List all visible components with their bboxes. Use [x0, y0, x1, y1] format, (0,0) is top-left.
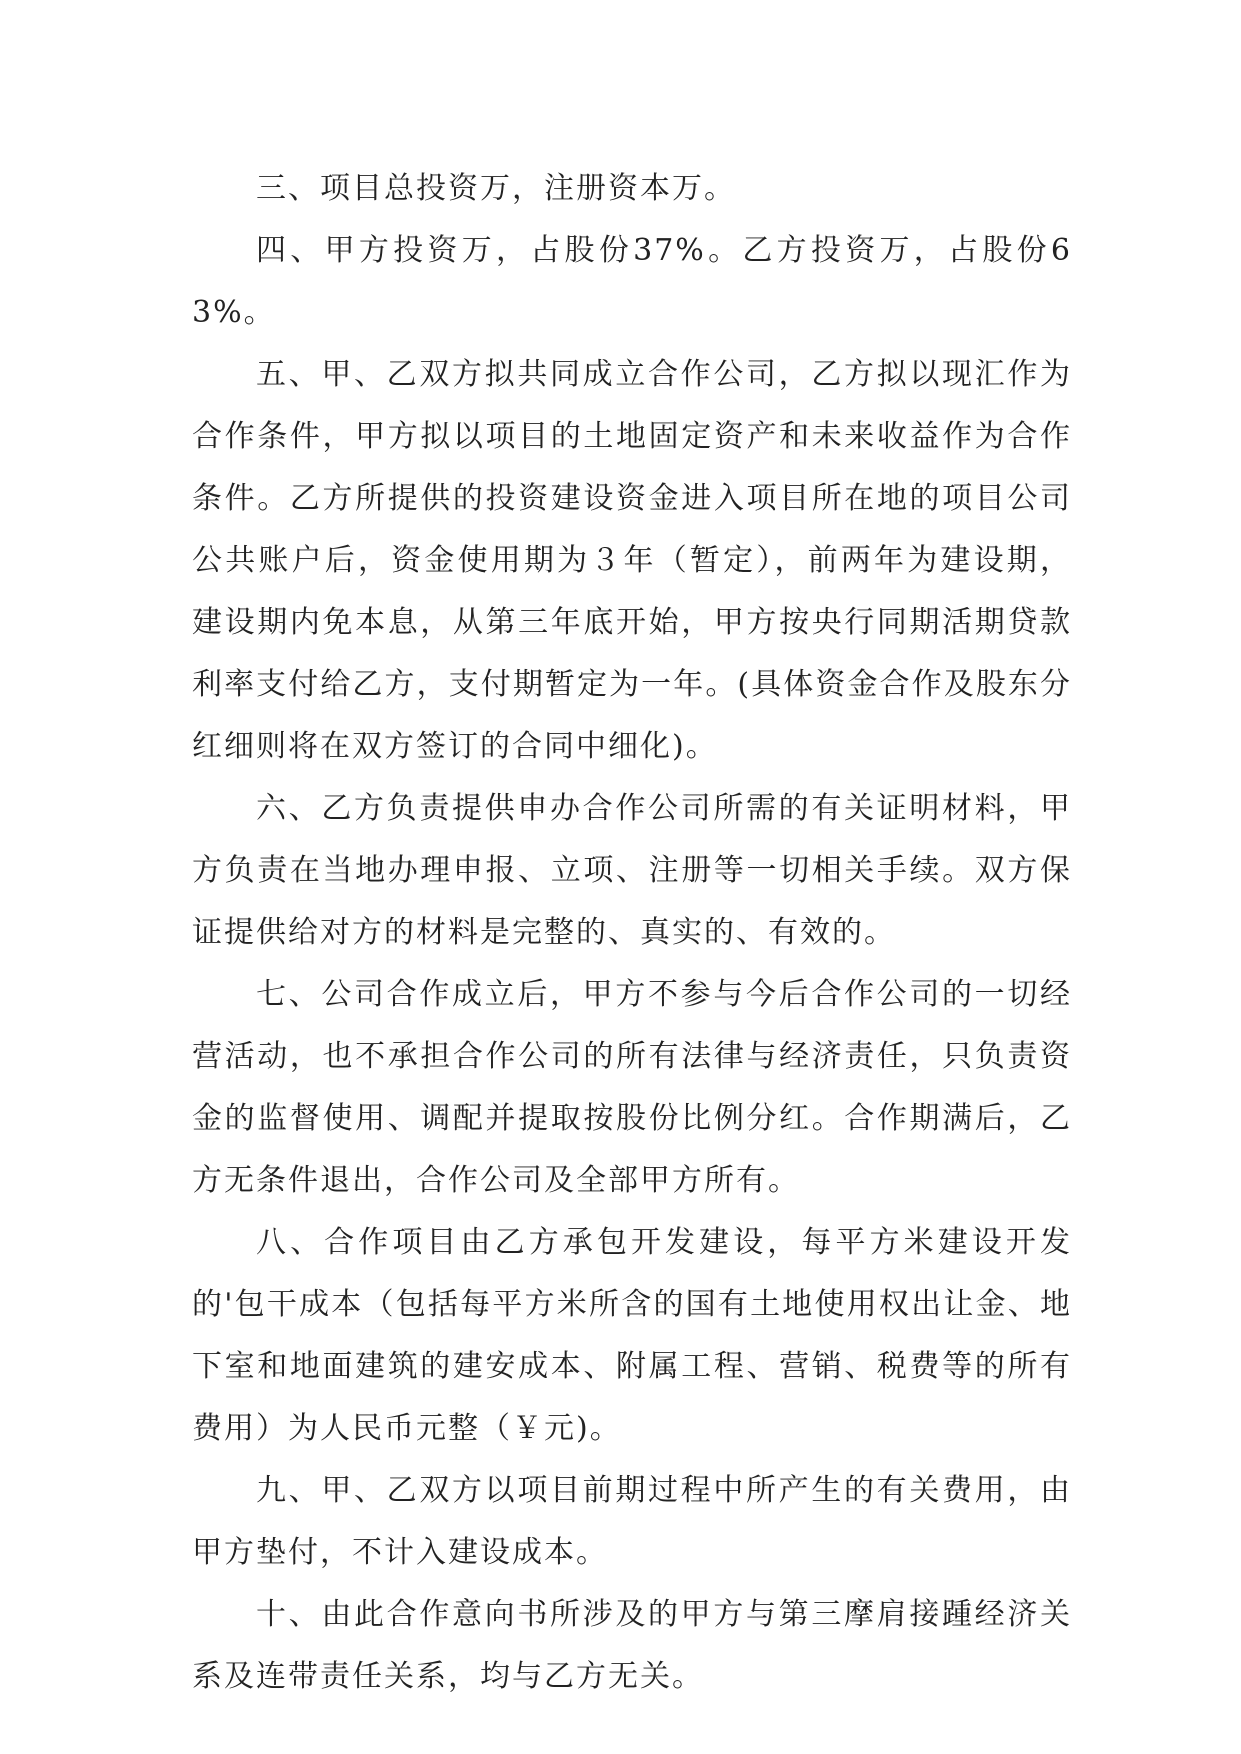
clause-4-paragraph: 四、甲方投资万，占股份37%。乙方投资万，占股份63%。	[192, 233, 1072, 330]
clause-9-paragraph: 九、甲、乙双方以项目前期过程中所产生的有关费用，由甲方垫付，不计入建设成本。	[192, 1473, 1072, 1570]
clause-7-paragraph: 七、公司合作成立后，甲方不参与今后合作公司的一切经营活动，也不承担合作公司的所有法律与经济责任，只负责资金的监督使用、调配并提取按股份比例分红。合作期满后，乙方无条件退出，合作公司及全部甲方所有。	[192, 977, 1072, 1198]
clause-10-paragraph: 十、由此合作意向书所涉及的甲方与第三摩肩接踵经济关系及连带责任关系，均与乙方无关。	[192, 1597, 1072, 1694]
clause-8-paragraph: 八、合作项目由乙方承包开发建设，每平方米建设开发的'包干成本（包括每平方米所含的国有土地使用权出让金、地下室和地面建筑的建安成本、附属工程、营销、税费等的所有费用）为人民币元整（￥元)。	[192, 1225, 1072, 1446]
clause-6-paragraph: 六、乙方负责提供申办合作公司所需的有关证明材料，甲方负责在当地办理申报、立项、注册等一切相关手续。双方保证提供给对方的材料是完整的、真实的、有效的。	[192, 791, 1072, 950]
document-body	[192, 158, 1072, 1708]
clause-3-paragraph: 三、项目总投资万，注册资本万。	[256, 171, 736, 206]
clause-5-paragraph: 五、甲、乙双方拟共同成立合作公司，乙方拟以现汇作为合作条件，甲方拟以项目的土地固定资产和未来收益作为合作条件。乙方所提供的投资建设资金进入项目所在地的项目公司公共账户后，资金使用期为３年（暂定），前两年为建设期，建设期内免本息，从第三年底开始，甲方按央行同期活期贷款利率支付给乙方，支付期暂定为一年。(具体资金合作及股东分红细则将在双方签订的合同中细化)。	[192, 357, 1072, 764]
